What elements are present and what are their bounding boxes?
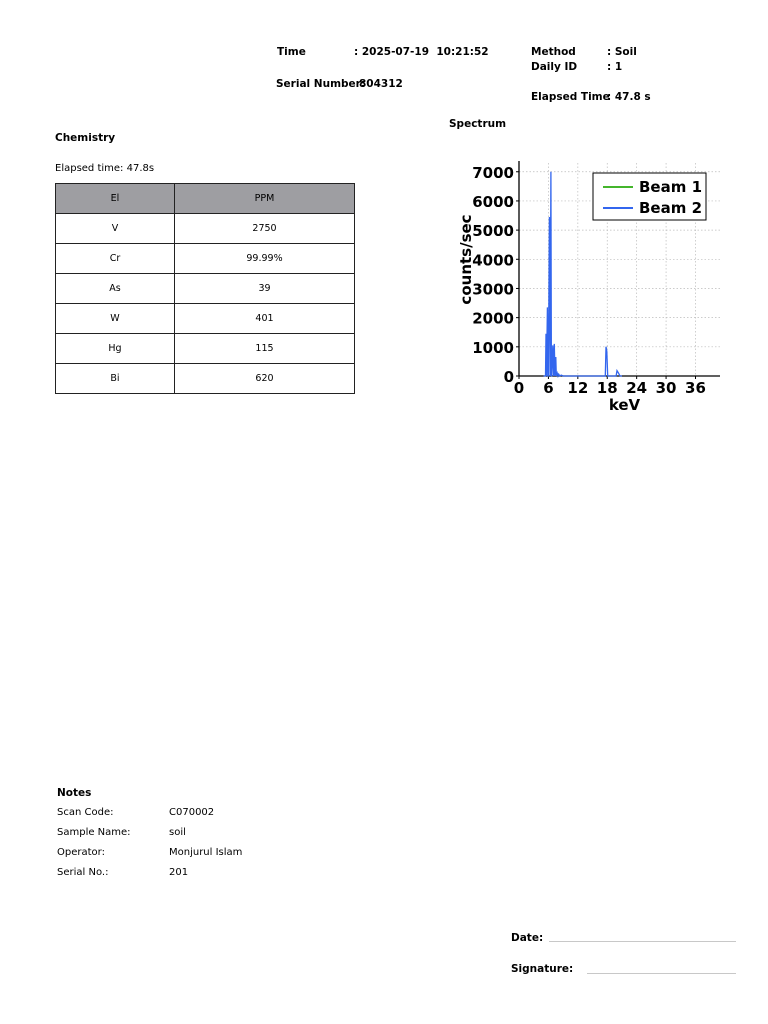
y-tick-label: 7000: [472, 163, 514, 182]
sample-name-value: soil: [169, 827, 186, 838]
x-tick-label: 24: [626, 379, 648, 397]
daily-id-label: Daily ID: [531, 61, 578, 73]
time-label: Time: [277, 46, 306, 58]
x-tick-label: 36: [685, 379, 706, 397]
signature-line: [587, 973, 736, 974]
chemistry-title: Chemistry: [55, 132, 116, 144]
chemistry-elapsed-time: Elapsed time: 47.8s: [55, 163, 155, 174]
serial-number-value: 804312: [359, 78, 403, 90]
x-axis-label: keV: [608, 396, 641, 414]
ppm-cell: 99.99%: [175, 244, 355, 274]
x-tick-label: 0: [513, 379, 525, 397]
element-cell: Bi: [56, 364, 175, 394]
table-header-row: [56, 184, 355, 214]
serial-no-label: Serial No.:: [57, 867, 109, 878]
chemistry-table: [55, 183, 355, 394]
y-tick-label: 3000: [472, 280, 514, 299]
table-row: [56, 364, 355, 394]
element-cell: Hg: [56, 334, 175, 364]
signature-label: Signature:: [511, 963, 574, 975]
legend-label: Beam 2: [639, 199, 703, 217]
date-label: Date:: [511, 932, 544, 944]
daily-id-value: : 1: [607, 61, 623, 73]
x-tick-label: 6: [543, 379, 554, 397]
spectrum-title: Spectrum: [449, 118, 507, 130]
operator-value: Monjurul Islam: [169, 847, 243, 858]
y-tick-label: 1000: [472, 338, 514, 357]
element-cell: Cr: [56, 244, 175, 274]
y-axis-label: counts/sec: [457, 214, 475, 305]
y-tick-label: 6000: [472, 192, 514, 211]
column-header-ppm: PPM: [175, 184, 355, 214]
x-tick-label: 18: [596, 379, 618, 397]
table-row: [56, 334, 355, 364]
element-cell: V: [56, 214, 175, 244]
table-row: [56, 274, 355, 304]
serial-number-label: Serial Number:: [276, 78, 366, 90]
notes-title: Notes: [57, 787, 92, 799]
method-value: : Soil: [607, 46, 637, 58]
sample-name-label: Sample Name:: [57, 827, 131, 838]
scan-code-value: C070002: [169, 807, 215, 818]
date-line: [549, 941, 736, 942]
y-tick-label: 5000: [472, 222, 514, 241]
ppm-cell: 39: [175, 274, 355, 304]
method-label: Method: [531, 46, 576, 58]
column-header-el: El: [56, 184, 175, 214]
scan-code-label: Scan Code:: [57, 807, 114, 818]
table-row: [56, 244, 355, 274]
ppm-cell: 2750: [175, 214, 355, 244]
elapsed-time-label: Elapsed Time: [531, 91, 610, 103]
y-tick-label: 0: [503, 368, 514, 386]
legend-label: Beam 1: [639, 178, 703, 196]
y-tick-label: 4000: [472, 251, 514, 270]
x-tick-label: 30: [655, 379, 677, 397]
element-cell: As: [56, 274, 175, 304]
operator-label: Operator:: [57, 847, 105, 858]
serial-no-value: 201: [169, 867, 189, 878]
ppm-cell: 401: [175, 304, 355, 334]
element-cell: W: [56, 304, 175, 334]
table-row: [56, 304, 355, 334]
ppm-cell: 620: [175, 364, 355, 394]
time-value: : 2025-07-19 10:21:52: [354, 46, 489, 58]
ppm-cell: 115: [175, 334, 355, 364]
spectrum-chart: [450, 150, 730, 420]
elapsed-time-value: : 47.8 s: [607, 91, 651, 103]
table-row: [56, 214, 355, 244]
x-tick-label: 12: [567, 379, 589, 397]
y-tick-label: 2000: [472, 309, 514, 328]
